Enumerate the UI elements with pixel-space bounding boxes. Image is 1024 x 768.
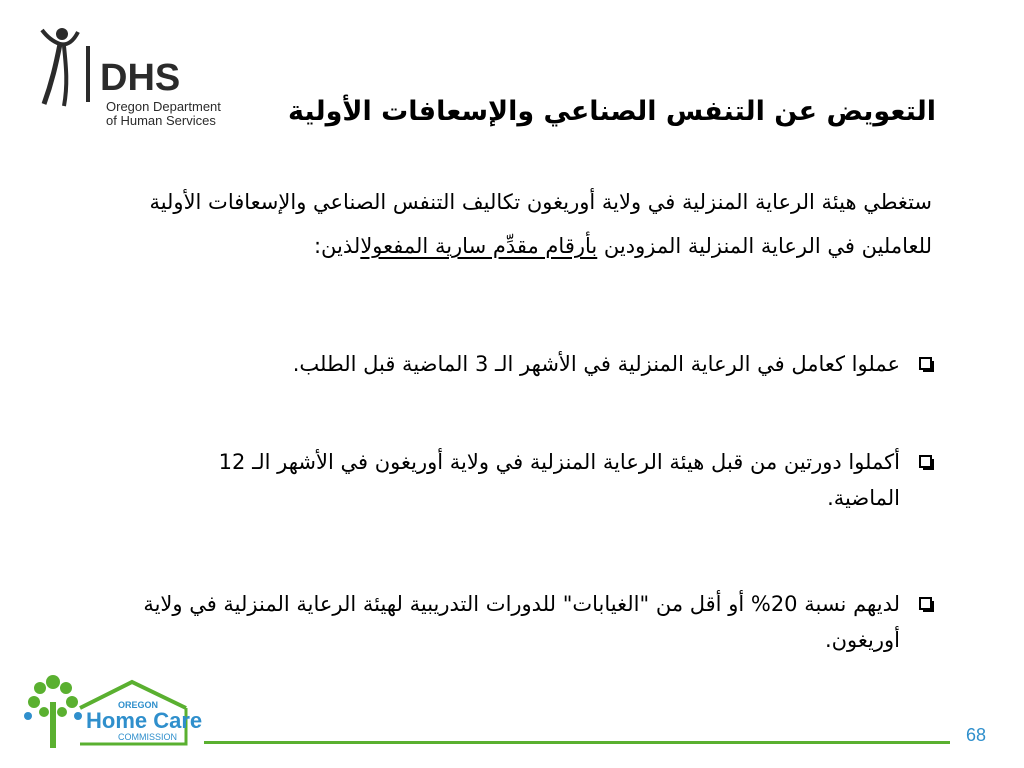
dhs-logo-word: DHS [100, 57, 181, 99]
checkbox-bullet-icon [919, 455, 932, 468]
dhs-logo [34, 24, 224, 128]
list-item [142, 444, 932, 516]
hcc-logo-oregon: OREGON [118, 700, 159, 710]
checkbox-bullet-icon [919, 597, 932, 610]
home-care-logo-icon [20, 668, 210, 758]
list-item [142, 586, 932, 658]
intro-paragraph [142, 180, 932, 268]
list-item-text: أكملوا دورتين من قبل هيئة الرعاية المنزلية في ولاية أوريغون في الأشهر الـ 12 الماضية. [218, 450, 900, 510]
list-item [142, 346, 932, 382]
intro-text: ستغطي هيئة الرعاية المنزلية في ولاية أوريغون تكاليف التنفس الصناعي والإسعافات الأولية للعاملين في الرعاية المنزلية المزودين [149, 190, 932, 258]
hcc-logo-commission: COMMISSION [118, 732, 178, 742]
footer-divider [204, 741, 950, 744]
dhs-figure-icon [34, 24, 104, 114]
page-title: التعويض عن التنفس الصناعي والإسعافات الأولية [288, 96, 936, 127]
list-item-text: عملوا كعامل في الرعاية المنزلية في الأشهر الـ 3 الماضية قبل الطلب. [292, 352, 900, 376]
home-care-commission-logo [20, 668, 210, 758]
intro-underlined-text: بأرقام مقدِّم سارية المفعول [360, 234, 598, 258]
page-number: 68 [966, 725, 987, 745]
intro-tail-text: الذين: [313, 234, 361, 258]
hcc-logo-home-care: Home Care [86, 708, 203, 733]
dhs-logo-subtitle: Oregon Department of Human Services [106, 99, 221, 128]
checkbox-bullet-icon [919, 357, 932, 370]
list-item-text: لديهم نسبة 20% أو أقل من "الغيابات" للدورات التدريبية لهيئة الرعاية المنزلية في ولاية أوريغون. [143, 592, 900, 652]
